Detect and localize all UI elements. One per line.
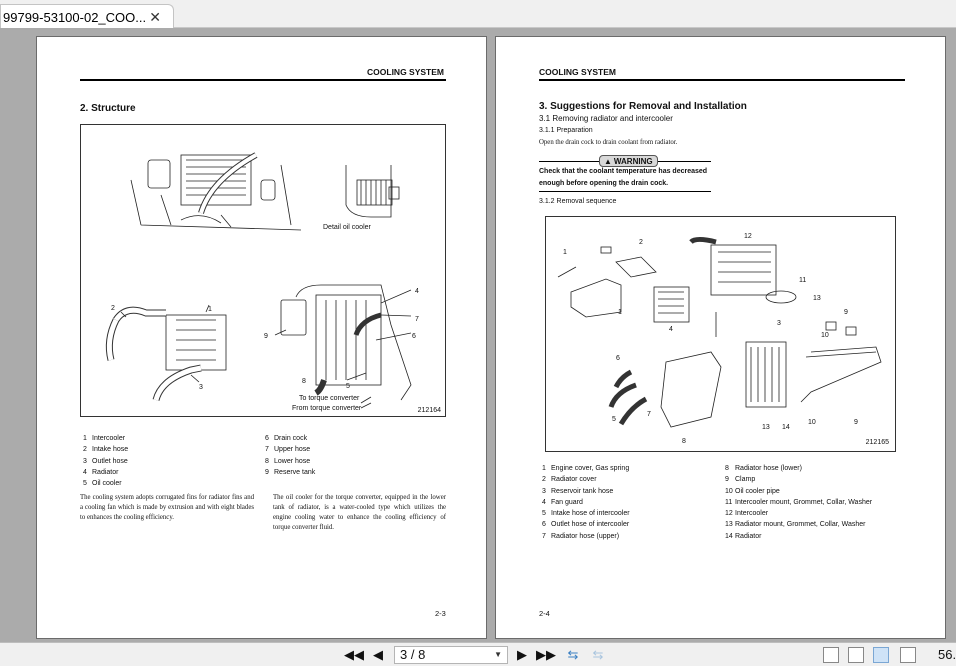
svg-text:4: 4 [669, 326, 673, 333]
section-title: 2. Structure [80, 103, 136, 114]
single-page-icon[interactable] [823, 647, 839, 663]
legend-item: 3 Reservoir tank hose [542, 487, 614, 495]
legend-item: 9 Reserve tank [265, 468, 316, 476]
legend-item: 9 Clamp [725, 476, 756, 484]
legend-item: 1 Engine cover, Gas spring [542, 465, 630, 472]
next-page-icon[interactable]: ▶ [517, 647, 527, 662]
svg-text:13: 13 [813, 295, 821, 302]
svg-text:13: 13 [762, 424, 770, 431]
legend-item: 11 Intercooler mount, Grommet, Collar, Washer [725, 498, 873, 506]
svg-text:7: 7 [415, 316, 419, 323]
tab-title: 99799-53100-02_COO... [3, 9, 147, 25]
warning-triangle-icon: ▲ [604, 156, 612, 166]
svg-text:9: 9 [844, 309, 848, 316]
warning-badge: ▲ WARNING [599, 155, 658, 167]
legend-item: 5 Intake hose of intercooler [542, 510, 630, 518]
legend-item: 13 Radiator mount, Grommet, Collar, Washer [725, 521, 866, 529]
removal-figure [545, 216, 896, 452]
warning-rule-bottom [539, 191, 711, 192]
last-page-icon[interactable]: ▶▶ [536, 647, 556, 662]
svg-text:3: 3 [199, 384, 203, 391]
figure-id: 212164 [417, 407, 441, 414]
svg-text:5: 5 [612, 416, 616, 423]
removal-diagram-icon [546, 217, 896, 452]
running-header: COOLING SYSTEM [539, 67, 616, 77]
svg-text:7: 7 [647, 411, 651, 418]
page-number: 2-4 [539, 609, 550, 618]
preparation-text: Open the drain cock to drain coolant from radiator. [539, 139, 678, 146]
header-rule [539, 79, 905, 81]
warning-line-1: Check that the coolant temperature has decreased [539, 168, 708, 175]
prev-page-icon[interactable]: ◀ [373, 647, 383, 662]
svg-text:3: 3 [777, 320, 781, 327]
svg-text:1: 1 [563, 249, 567, 256]
figure-id: 212165 [865, 439, 889, 446]
svg-text:1: 1 [208, 306, 212, 313]
legend-item: 8 Radiator hose (lower) [725, 465, 802, 472]
document-tab[interactable] [0, 4, 174, 29]
legend-item: 4 Radiator [83, 468, 119, 476]
tab-bar [0, 0, 956, 28]
legend-item: 14 Radiator [725, 532, 762, 540]
page-left [36, 36, 487, 639]
legend-item: 7 Radiator hose (upper) [542, 532, 620, 540]
navigation-toolbar [0, 642, 956, 666]
svg-text:6: 6 [616, 355, 620, 362]
section-title: 3. Suggestions for Removal and Installation [539, 101, 747, 112]
svg-text:4: 4 [415, 288, 419, 295]
legend-right [725, 465, 872, 544]
svg-text:1: 1 [618, 309, 622, 316]
page-number: 2-3 [435, 609, 446, 618]
svg-text:8: 8 [302, 378, 306, 385]
svg-text:6: 6 [412, 333, 416, 340]
page-number-select[interactable]: 3 / 8 ▼ [394, 646, 508, 664]
svg-text:12: 12 [744, 233, 752, 240]
preparation-title: 3.1.1 Preparation [539, 127, 593, 134]
legend-item: 3 Outlet hose [83, 457, 128, 465]
legend-item: 7 Upper hose [265, 446, 311, 454]
legend-item: 4 Fan guard [542, 498, 583, 506]
warning-line-2: enough before opening the drain cock. [539, 180, 669, 187]
legend-item: 2 Intake hose [83, 446, 129, 454]
legend-item: 8 Lower hose [265, 457, 311, 465]
page-right [495, 36, 946, 639]
document-viewer[interactable] [0, 28, 956, 642]
first-page-icon[interactable]: ◀◀ [344, 647, 364, 662]
svg-text:9: 9 [264, 333, 268, 340]
legend-item: 6 Drain cock [265, 435, 308, 442]
svg-text:10: 10 [808, 419, 816, 426]
legend-item: 6 Outlet hose of intercooler [542, 521, 630, 529]
legend-item: 1 Intercooler [83, 435, 126, 442]
sub-title: 3.1 Removing radiator and intercooler [539, 114, 673, 123]
legend-item: 2 Radiator cover [542, 476, 597, 484]
removal-title: 3.1.2 Removal sequence [539, 198, 617, 205]
svg-text:11: 11 [799, 277, 807, 284]
close-icon[interactable]: ✕ [149, 9, 161, 25]
single-continuous-icon[interactable] [848, 647, 864, 663]
paragraph-right: The oil cooler for the torque converter, equipped in the lower tank of radiator, is a water-cooled type which utilizes the engine cooling water to enhance the cooling efficiency of torque converter fluid. [273, 494, 446, 531]
svg-text:2: 2 [111, 305, 115, 312]
svg-text:14: 14 [782, 424, 790, 431]
warning-box [539, 156, 711, 191]
legend-left [83, 435, 128, 491]
two-page-continuous-icon[interactable] [900, 647, 916, 663]
legend-right [265, 435, 315, 480]
two-page-icon[interactable] [873, 647, 889, 663]
detail-oil-cooler-label: Detail oil cooler [323, 224, 371, 231]
svg-text:10: 10 [821, 332, 829, 339]
header-rule [80, 79, 446, 81]
legend-left [542, 465, 630, 544]
legend-item: 10 Oil cooler pipe [725, 487, 780, 495]
svg-text:9: 9 [854, 419, 858, 426]
structure-figure [80, 124, 446, 417]
svg-text:5: 5 [346, 383, 350, 390]
legend-item: 12 Intercooler [725, 510, 769, 518]
paragraph-left: The cooling system adopts corrugated fins for radiator fins and a cooling fan which is made by extrusion and with eight blades to enhances the cooling efficiency. [80, 494, 254, 521]
zoom-level[interactable]: 56. [938, 647, 956, 662]
svg-text:8: 8 [682, 438, 686, 445]
legend-item: 5 Oil cooler [83, 480, 122, 488]
forward-view-icon[interactable]: ⇆ [592, 647, 604, 662]
back-view-icon[interactable]: ⇆ [567, 647, 579, 662]
svg-text:From torque converter: From torque converter [292, 405, 362, 412]
chevron-down-icon: ▼ [494, 650, 502, 659]
svg-text:2: 2 [639, 239, 643, 246]
running-header: COOLING SYSTEM [367, 67, 444, 77]
structure-diagram-icon [81, 125, 446, 417]
svg-text:To torque converter: To torque converter [299, 395, 360, 402]
